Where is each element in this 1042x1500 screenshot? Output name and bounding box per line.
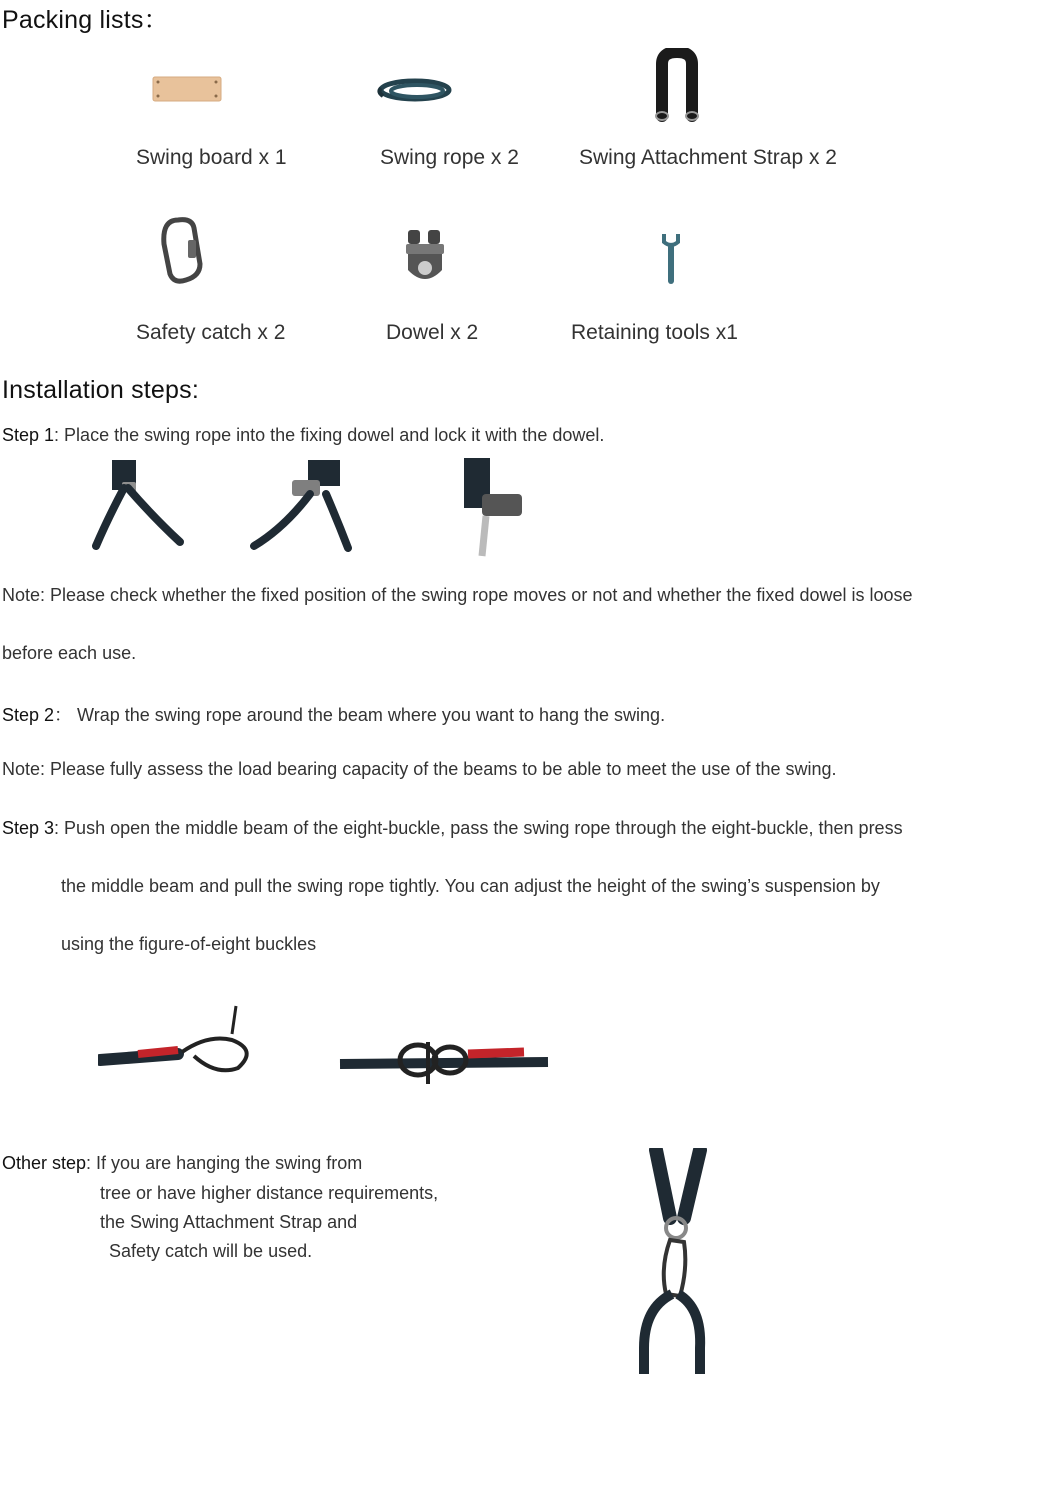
- installation-heading: Installation steps:: [2, 376, 199, 404]
- note-2: Note: Please fully assess the load bearing capacity of the beams to be able to meet the use of the swing.: [2, 759, 837, 779]
- strap-carabiner-photo: [636, 1148, 716, 1378]
- carabiner-icon: [156, 214, 208, 286]
- step-3-label: Step 3: [2, 818, 55, 838]
- rope-dowel-photo-1: [90, 458, 190, 558]
- step-3-text: [2, 818, 903, 839]
- step-3-line-3: using the figure-of-eight buckles: [61, 934, 317, 954]
- packing-item-label: Safety catch x 2: [136, 321, 286, 344]
- step-2-body: ： Wrap the swing rope around the beam where you want to hang the swing.: [54, 705, 666, 725]
- packing-item-label: Swing Attachment Strap x 2: [579, 146, 837, 169]
- figure-eight-buckle-photo-2: [338, 1030, 550, 1090]
- rope-dowel-photo-3: [458, 456, 538, 560]
- wood-board-icon: [150, 74, 224, 104]
- step-1-label: Step 1: [2, 425, 55, 445]
- other-step-text: [2, 1153, 362, 1174]
- note-1-line-1: Note: Please check whether the fixed position of the swing rope moves or not and whether the fixed dowel is loose: [2, 585, 913, 605]
- step-2-text: [2, 701, 665, 727]
- other-step-body: : If you are hanging the swing from: [86, 1153, 363, 1173]
- strap-icon: [650, 48, 704, 122]
- figure-eight-buckle-photo-1: [98, 1004, 258, 1080]
- packing-item-label: Dowel x 2: [386, 321, 479, 344]
- rope-dowel-photo-2: [248, 458, 358, 558]
- note-1-line-2: before each use.: [2, 643, 137, 663]
- step-1-text: [2, 425, 604, 446]
- other-step-line-3: the Swing Attachment Strap and: [100, 1212, 358, 1232]
- step-3-body: : Push open the middle beam of the eight-buckle, pass the swing rope through the eight-buckle, then press: [54, 818, 903, 838]
- packing-item-label: Swing board x 1: [136, 146, 287, 169]
- wrench-icon: [660, 232, 682, 286]
- other-step-line-4: Safety catch will be used.: [109, 1241, 313, 1261]
- other-step-line-2: tree or have higher distance requirements,: [100, 1183, 439, 1203]
- packing-heading: Packing lists：: [2, 6, 169, 34]
- step-1-body: : Place the swing rope into the fixing dowel and lock it with the dowel.: [54, 425, 605, 445]
- other-step-label: Other step: [2, 1153, 87, 1173]
- packing-item-label: Retaining tools x1: [571, 321, 738, 344]
- coiled-rope-icon: [375, 74, 455, 106]
- step-2-label: Step 2: [2, 705, 55, 725]
- packing-item-label: Swing rope x 2: [380, 146, 519, 169]
- step-3-line-2: the middle beam and pull the swing rope tightly. You can adjust the height of the swing’s suspension by: [61, 876, 880, 896]
- dowel-clamp-icon: [402, 226, 448, 290]
